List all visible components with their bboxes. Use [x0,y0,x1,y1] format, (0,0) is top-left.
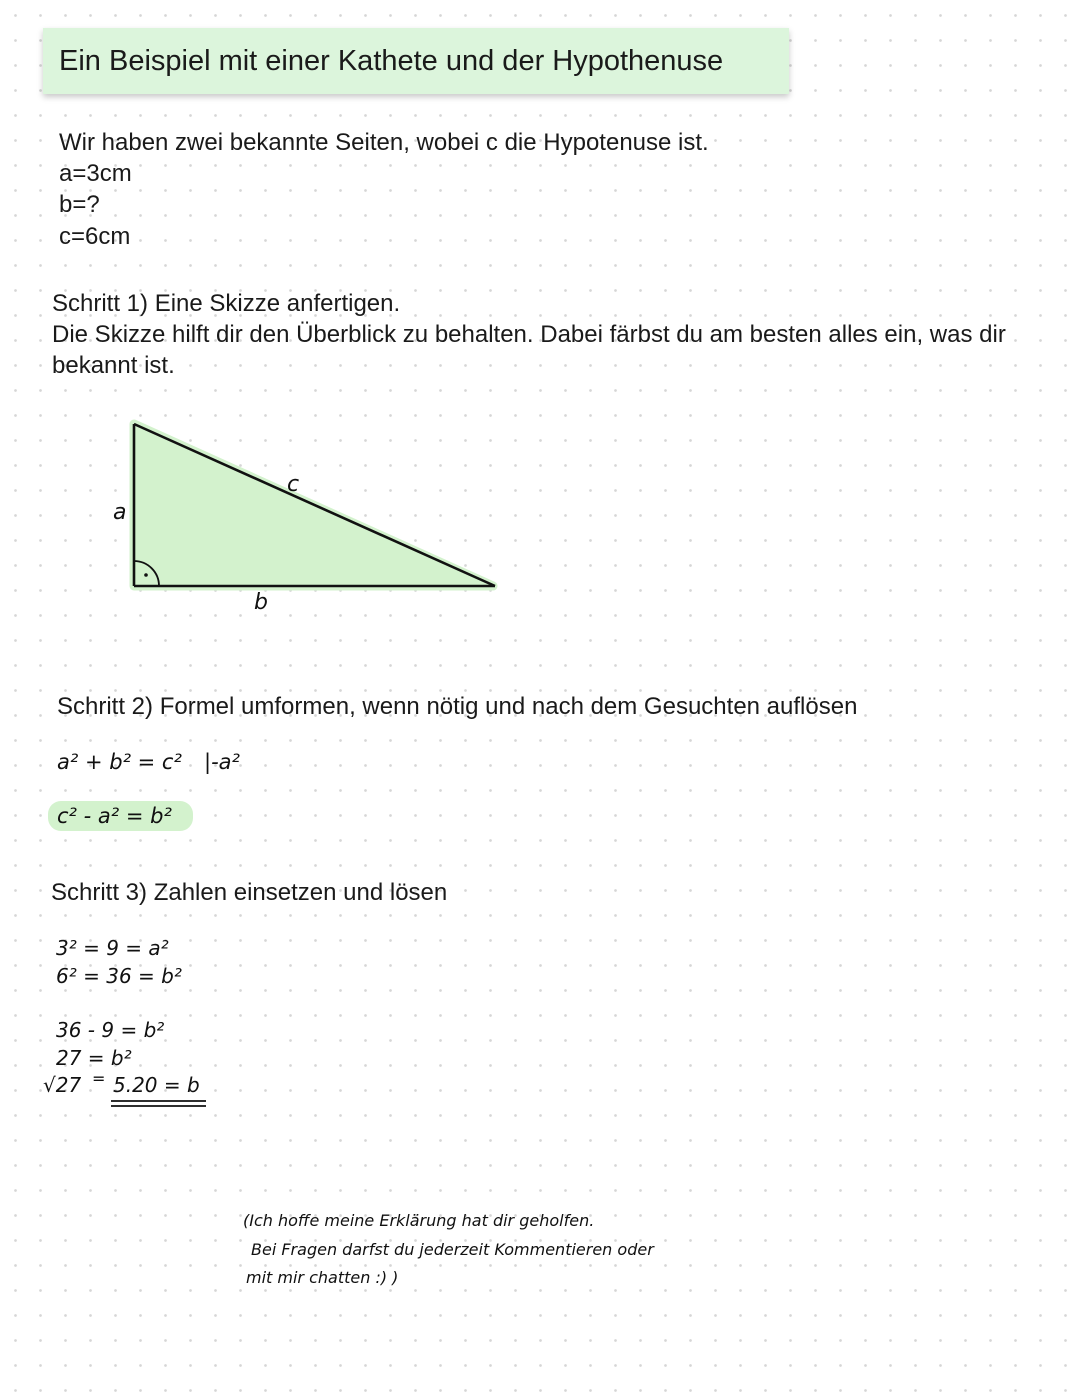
note-line-2: Bei Fragen darfst du jederzeit Kommentieren oder [251,1240,654,1259]
calc-line-a: 3² = 9 = a² [56,936,169,960]
step1-text: Die Skizze hilft dir den Überblick zu behalten. Dabei färbst du am besten alles ein, was dir bekannt ist. [52,321,1006,379]
given-b: b=? [59,191,100,218]
page-title: Ein Beispiel mit einer Kathete und der Hypothenuse [59,44,724,77]
intro-sentence: Wir haben zwei bekannte Seiten, wobei c die Hypotenuse ist. [59,129,709,156]
sqrt-27: √27 [43,1073,82,1097]
label-c: c [287,472,300,497]
given-c: c=6cm [59,223,131,250]
label-b: b [254,590,268,615]
calc-b-squared: 27 = b² [56,1046,132,1070]
note-line-3: mit mir chatten :) ) [246,1268,399,1287]
sqrt-equals-sign: = [92,1069,106,1088]
final-result: 5.20 = b [113,1073,200,1097]
transform-operation: |-a² [204,750,240,774]
pythagoras-formula: a² + b² = c² [57,750,182,774]
step3-heading: Schritt 3) Zahlen einsetzen und lösen [51,879,448,906]
calc-difference: 36 - 9 = b² [56,1018,165,1042]
given-a: a=3cm [59,160,132,187]
transformed-formula: c² - a² = b² [57,804,172,828]
note-line-1: (Ich hoffe meine Erklärung hat dir geholfen. [243,1211,595,1230]
calc-line-c: 6² = 36 = b² [56,964,182,988]
step1-heading: Schritt 1) Eine Skizze anfertigen. [52,290,401,317]
label-a: a [113,500,127,525]
step2-heading: Schritt 2) Formel umformen, wenn nötig und nach dem Gesuchten auflösen [57,693,858,720]
